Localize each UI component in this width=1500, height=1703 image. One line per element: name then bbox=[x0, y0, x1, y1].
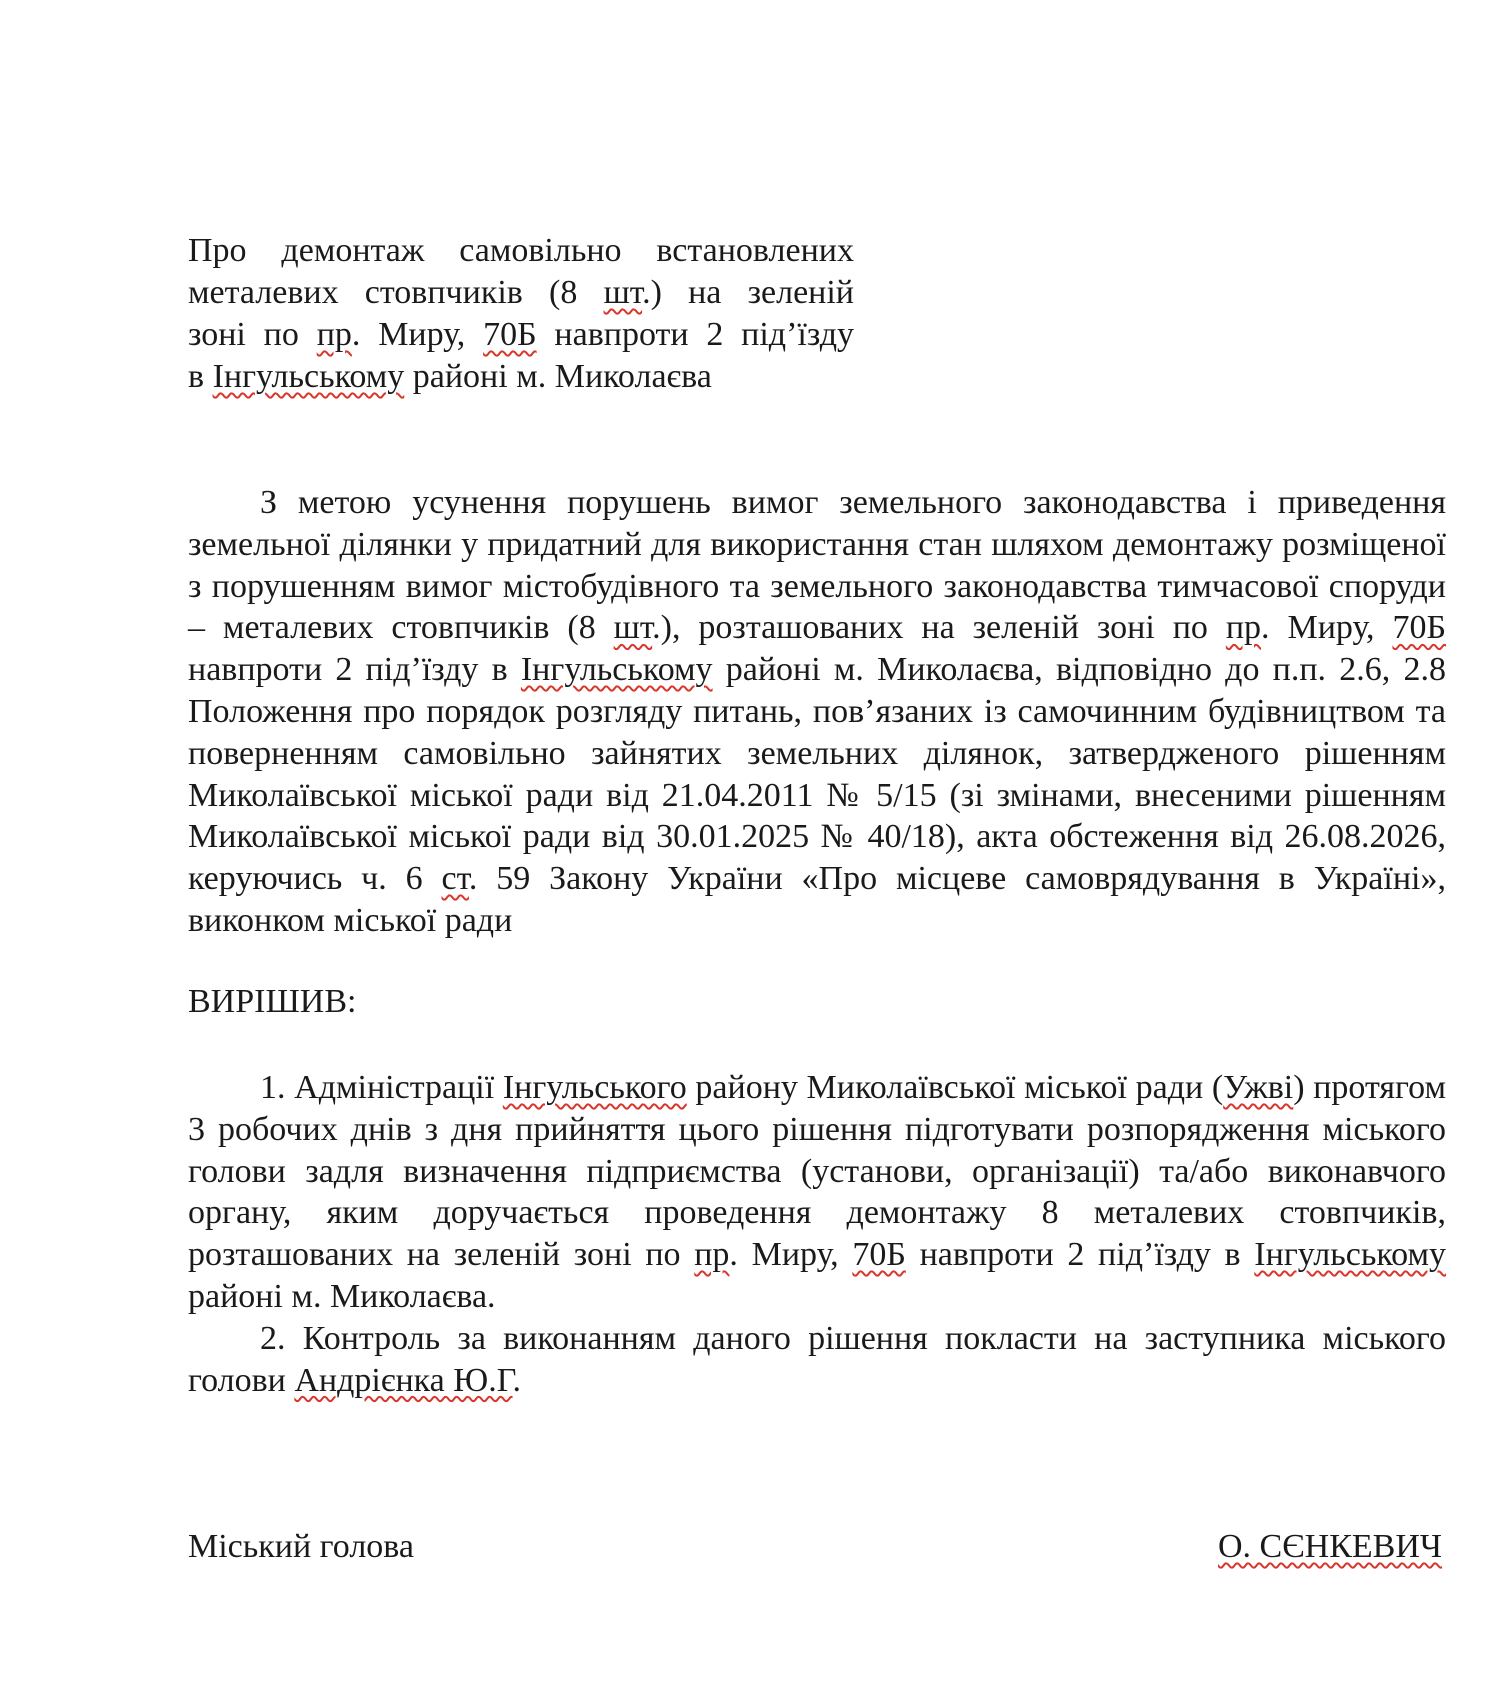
spellcheck-word: Андрієнка Ю.Г bbox=[294, 1361, 513, 1399]
title-text: Про демонтаж самовільно встановлених bbox=[188, 232, 854, 269]
decision-point-2 bbox=[188, 1318, 1446, 1402]
decided-heading: ВИРІШИВ: bbox=[188, 983, 357, 1020]
spellcheck-word: 70Б bbox=[1392, 609, 1446, 647]
body-text: районі м. Миколаєва. bbox=[188, 1277, 496, 1315]
title-text: зоні по bbox=[188, 316, 317, 353]
title-text: районі м. Миколаєва bbox=[404, 358, 712, 395]
spellcheck-word: Інгульському bbox=[212, 358, 405, 395]
body-text: навпроти 2 під’їзду в bbox=[188, 651, 521, 689]
spellcheck-word: шт bbox=[603, 274, 643, 311]
decision-points bbox=[188, 1067, 1446, 1401]
spellcheck-word: Інгульському bbox=[520, 651, 713, 689]
document-title bbox=[188, 230, 854, 398]
body-text: . 59 Закону України «Про місцеве самоврядування в Україні», виконком міської ради bbox=[188, 860, 1446, 939]
signature-name bbox=[1218, 1526, 1442, 1568]
title-line bbox=[188, 230, 854, 272]
spellcheck-word: Інгульському bbox=[1254, 1236, 1446, 1274]
body-text: району Миколаївської міської ради ( bbox=[686, 1069, 1224, 1106]
title-text: .) на зеленій bbox=[642, 274, 854, 311]
title-text: . Миру, bbox=[351, 316, 484, 353]
body-text: районі м. Миколаєва, відповідно до п.п. 2.6, 2.8 Положення про порядок розгляду питань, пов’язаних із самочинним будівництвом та поверненням самовільно зайнятих земельних ділянок, затвердженого рішенням Миколаївської міської ради від 21.04.2011 № 5/15 (зі змінами, внесеними рішенням Миколаївської міської ради від 30.01.2025 № 40/18), акта обстеження від 26.08.2026, керуючись ч. 6 bbox=[188, 651, 1446, 898]
spellcheck-word: пр bbox=[694, 1236, 730, 1274]
spellcheck-word: пр bbox=[1225, 609, 1262, 647]
preamble-paragraph bbox=[188, 482, 1446, 942]
title-line bbox=[188, 356, 854, 398]
body-text: . Миру, bbox=[729, 1236, 853, 1274]
body-text: .), розташованих на зеленій зоні по bbox=[652, 609, 1226, 647]
title-line bbox=[188, 314, 854, 356]
title-text: в bbox=[188, 358, 213, 395]
spellcheck-word: шт bbox=[613, 609, 653, 647]
spellcheck-word: Інгульського bbox=[502, 1069, 687, 1106]
title-text: металевих стовпчиків (8 bbox=[188, 274, 604, 311]
body-text: 2. Контроль за виконанням даного рішення покласти на заступника міського голови bbox=[188, 1319, 1446, 1399]
spellcheck-word: 70Б bbox=[483, 316, 537, 353]
spellcheck-word: ст bbox=[441, 860, 469, 898]
title-line bbox=[188, 272, 854, 314]
body-text: . bbox=[512, 1361, 522, 1399]
title-text: навпроти 2 під’їзду bbox=[536, 316, 854, 353]
body-text: навпроти 2 під’їзду в bbox=[905, 1236, 1255, 1274]
spellcheck-word: 70Б bbox=[852, 1236, 906, 1274]
spellcheck-word: О. СЄНКЕВИЧ bbox=[1217, 1528, 1442, 1565]
spellcheck-word: пр bbox=[316, 316, 352, 353]
body-text: . Миру, bbox=[1261, 609, 1393, 647]
body-text: 1. Адміністрації bbox=[260, 1069, 503, 1106]
spellcheck-word: Ужві bbox=[1223, 1069, 1294, 1106]
decision-point-1 bbox=[188, 1067, 1446, 1318]
body-text: ) протягом 3 робочих днів з дня прийняття цього рішення підготувати розпорядження міського голови задля визначення підприємства (установи, організації) та/або виконавчого органу, яким доручається проведення демонтажу 8 металевих стовпчиків, розташованих на зеленій зоні по bbox=[188, 1069, 1446, 1274]
signature-position: Міський голова bbox=[188, 1528, 414, 1565]
body-text: З метою усунення порушень вимог земельного законодавства і приведення земельної ділянки у придатний для використання стан шляхом демонтажу розміщеної з порушенням вимог містобудівного та земельного законодавства тимчасової споруди – металевих стовпчиків (8 bbox=[188, 484, 1446, 647]
